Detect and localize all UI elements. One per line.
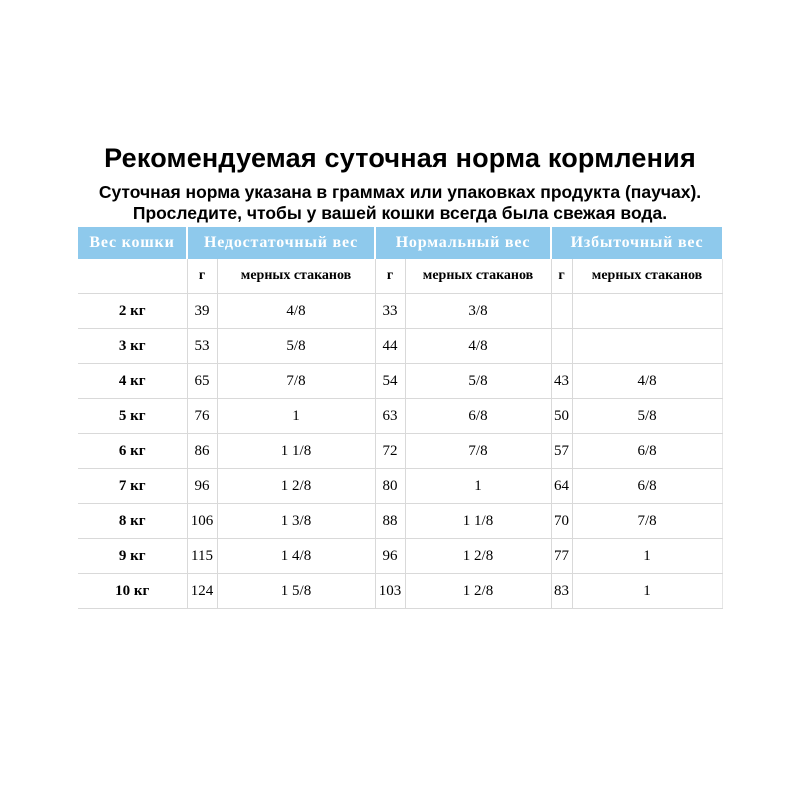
cell-under-cups: 5/8	[217, 329, 375, 364]
feeding-table	[78, 227, 723, 609]
table-row	[78, 329, 722, 364]
cell-normal-cups: 3/8	[405, 294, 551, 329]
cell-normal-cups: 6/8	[405, 399, 551, 434]
cell-normal-grams: 63	[375, 399, 405, 434]
cell-normal-grams: 96	[375, 539, 405, 574]
cell-under-grams: 53	[187, 329, 217, 364]
cell-over-grams: 43	[551, 364, 572, 399]
cell-over-cups: 6/8	[572, 434, 722, 469]
page-title: Рекомендуемая суточная норма кормления	[104, 143, 696, 173]
cell-over-cups	[572, 329, 722, 364]
subtitle-line-1: Суточная норма указана в граммах или упаковках продукта (паучах).	[98, 182, 702, 202]
cell-over-grams	[551, 294, 572, 329]
cell-over-grams: 77	[551, 539, 572, 574]
cell-over-cups: 5/8	[572, 399, 722, 434]
cell-normal-grams: 103	[375, 574, 405, 609]
cell-under-cups: 4/8	[217, 294, 375, 329]
table-subheader-row	[78, 259, 722, 294]
subheader-grams: г	[187, 259, 217, 294]
subtitle-line-2: Проследите, чтобы у вашей кошки всегда была свежая вода.	[132, 203, 668, 223]
cell-weight: 7 кг	[78, 469, 187, 504]
header-weight: Вес кошки	[78, 227, 187, 259]
cell-over-grams: 50	[551, 399, 572, 434]
cell-weight: 2 кг	[78, 294, 187, 329]
cell-under-grams: 106	[187, 504, 217, 539]
subheader-cups: мерных стаканов	[217, 259, 375, 294]
table-header-row	[78, 227, 722, 259]
subheader-grams: г	[551, 259, 572, 294]
cell-weight: 10 кг	[78, 574, 187, 609]
cell-under-grams: 115	[187, 539, 217, 574]
table-row	[78, 294, 722, 329]
table-row	[78, 434, 722, 469]
cell-weight: 8 кг	[78, 504, 187, 539]
cell-under-grams: 39	[187, 294, 217, 329]
cell-over-grams: 57	[551, 434, 572, 469]
cell-over-cups: 7/8	[572, 504, 722, 539]
cell-under-grams: 76	[187, 399, 217, 434]
cell-normal-cups: 4/8	[405, 329, 551, 364]
cell-over-grams: 70	[551, 504, 572, 539]
cell-normal-grams: 44	[375, 329, 405, 364]
cell-over-cups: 1	[572, 574, 722, 609]
cell-under-grams: 86	[187, 434, 217, 469]
cell-under-cups: 1 2/8	[217, 469, 375, 504]
cell-normal-cups: 1 2/8	[405, 574, 551, 609]
cell-normal-cups: 7/8	[405, 434, 551, 469]
cell-weight: 9 кг	[78, 539, 187, 574]
cell-under-cups: 1	[217, 399, 375, 434]
cell-under-cups: 1 1/8	[217, 434, 375, 469]
cell-over-cups	[572, 294, 722, 329]
cell-over-cups: 4/8	[572, 364, 722, 399]
header-normal-weight: Нормальный вес	[375, 227, 551, 259]
cell-under-grams: 65	[187, 364, 217, 399]
cell-normal-grams: 88	[375, 504, 405, 539]
table-row	[78, 469, 722, 504]
cell-normal-grams: 72	[375, 434, 405, 469]
subheader-cups: мерных стаканов	[405, 259, 551, 294]
cell-normal-grams: 33	[375, 294, 405, 329]
cell-normal-cups: 5/8	[405, 364, 551, 399]
subheader-grams: г	[375, 259, 405, 294]
table-row	[78, 504, 722, 539]
cell-normal-cups: 1 2/8	[405, 539, 551, 574]
cell-weight: 5 кг	[78, 399, 187, 434]
cell-over-cups: 6/8	[572, 469, 722, 504]
cell-under-cups: 7/8	[217, 364, 375, 399]
cell-over-grams: 83	[551, 574, 572, 609]
subheader-cups: мерных стаканов	[572, 259, 722, 294]
cell-under-grams: 96	[187, 469, 217, 504]
table-row	[78, 399, 722, 434]
cell-under-cups: 1 3/8	[217, 504, 375, 539]
cell-weight: 3 кг	[78, 329, 187, 364]
cell-normal-cups: 1 1/8	[405, 504, 551, 539]
cell-under-cups: 1 4/8	[217, 539, 375, 574]
table-row	[78, 364, 722, 399]
cell-normal-grams: 54	[375, 364, 405, 399]
cell-under-grams: 124	[187, 574, 217, 609]
subheader-empty	[78, 259, 187, 294]
cell-over-grams: 64	[551, 469, 572, 504]
cell-under-cups: 1 5/8	[217, 574, 375, 609]
header-underweight: Недостаточный вес	[187, 227, 375, 259]
table-row	[78, 539, 722, 574]
cell-over-grams	[551, 329, 572, 364]
cell-normal-cups: 1	[405, 469, 551, 504]
cell-normal-grams: 80	[375, 469, 405, 504]
table-row	[78, 574, 722, 609]
header-overweight: Избыточный вес	[551, 227, 722, 259]
cell-weight: 6 кг	[78, 434, 187, 469]
cell-weight: 4 кг	[78, 364, 187, 399]
cell-over-cups: 1	[572, 539, 722, 574]
